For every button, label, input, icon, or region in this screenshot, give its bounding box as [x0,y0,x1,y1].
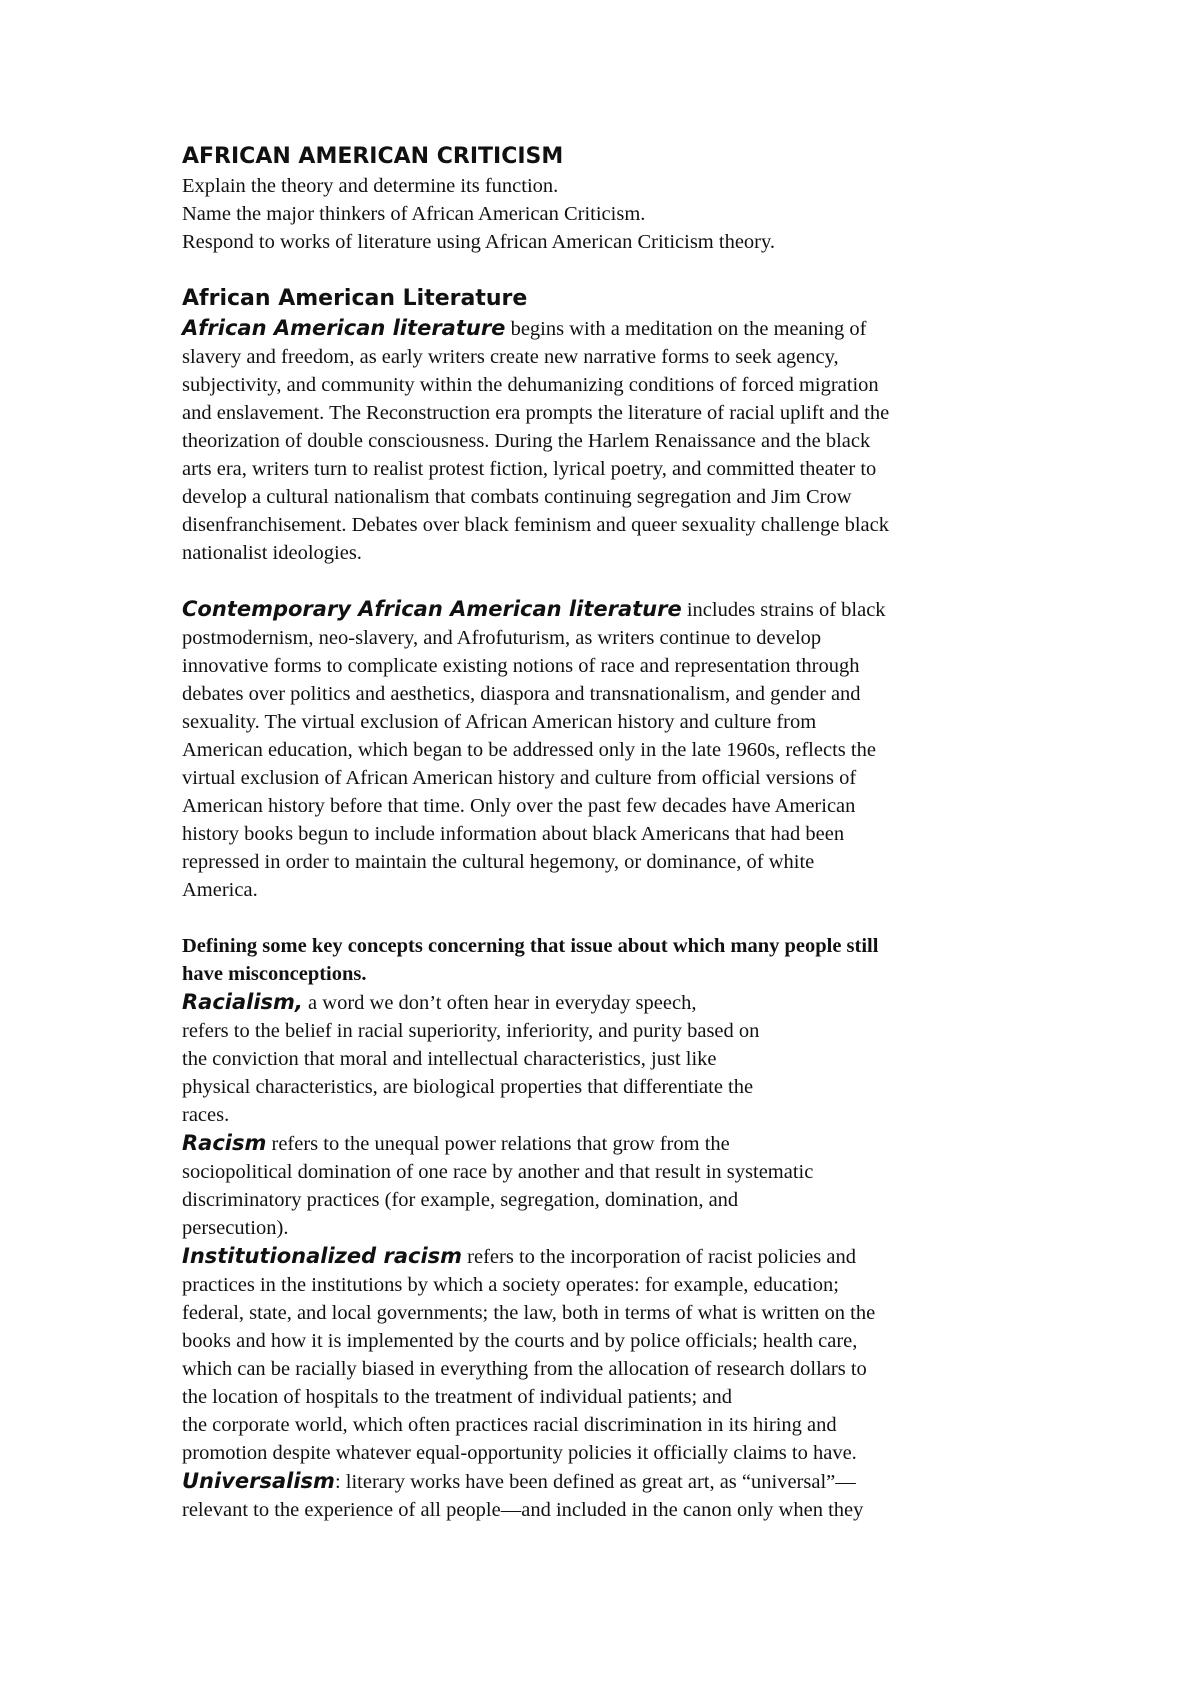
defined-term: Institutionalized racism [182,1244,463,1268]
defined-term: Contemporary African American literature [182,597,682,621]
defined-term: Universalism [182,1469,335,1493]
definition-line: the location of hospitals to the treatment of individual patients; and [182,1386,732,1408]
paragraph-line: subjectivity, and community within the dehumanizing conditions of forced migration [182,374,879,396]
paragraph-line [182,595,1042,624]
definition-line: books and how it is implemented by the courts and by police officials; health care, [182,1330,858,1352]
definition-text: : literary works have been defined as great art, as “universal”— [334,1471,856,1493]
defined-term: African American literature [182,316,506,340]
paragraph-line: develop a cultural nationalism that combats continuing segregation and Jim Crow [182,486,852,508]
definition-line: the corporate world, which often practices racial discrimination in its hiring and [182,1414,837,1436]
objective-line: Respond to works of literature using African American Criticism theory. [182,231,776,253]
paragraph-line: American history before that time. Only over the past few decades have American [182,795,856,817]
definition-line [182,988,1042,1017]
definition-line: practices in the institutions by which a society operates: for example, education; [182,1274,839,1296]
paragraph-line: sexuality. The virtual exclusion of African American history and culture from [182,711,817,733]
paragraph-line: theorization of double consciousness. During the Harlem Renaissance and the black [182,430,871,452]
definition-line: which can be racially biased in everything from the allocation of research dollars to [182,1358,867,1380]
paragraph-line: postmodernism, neo-slavery, and Afrofuturism, as writers continue to develop [182,627,822,649]
paragraph-line [182,314,1042,343]
definition-line: refers to the belief in racial superiority, inferiority, and purity based on [182,1020,760,1042]
definition-line [182,1467,1042,1496]
document-title: AFRICAN AMERICAN CRITICISM [182,144,564,169]
definition-racialism [182,988,1042,1129]
key-concepts-intro [182,932,1042,988]
definition-line: physical characteristics, are biological properties that differentiate the [182,1076,754,1098]
document-content [182,142,1042,1524]
definition-text: a word we don’t often hear in everyday speech, [302,992,697,1014]
definition-line: the conviction that moral and intellectual characteristics, just like [182,1048,717,1070]
definition-institutionalized-racism [182,1242,1042,1467]
paragraph-line: America. [182,879,258,901]
paragraph-line: history books begun to include information about black Americans that had been [182,823,845,845]
definition-line: discriminatory practices (for example, segregation, domination, and [182,1189,739,1211]
intro-line: have misconceptions. [182,963,367,985]
paragraph-text: includes strains of black [681,599,886,621]
definition-line: races. [182,1104,230,1126]
paragraph-line: and enslavement. The Reconstruction era prompts the literature of racial uplift and the [182,402,890,424]
paragraph-line: American education, which began to be addressed only in the late 1960s, reflects the [182,739,876,761]
definition-line: relevant to the experience of all people—and included in the canon only when they [182,1499,864,1521]
paragraph-line: repressed in order to maintain the cultural hegemony, or dominance, of white [182,851,815,873]
definition-universalism [182,1467,1042,1524]
objective-line: Name the major thinkers of African American Criticism. [182,203,646,225]
paragraph-african-american-literature [182,314,1042,567]
paragraph-text: begins with a meditation on the meaning of [505,318,867,340]
paragraph-line: disenfranchisement. Debates over black feminism and queer sexuality challenge black [182,514,889,536]
definition-line: persecution). [182,1217,289,1239]
paragraph-line: arts era, writers turn to realist protest fiction, lyrical poetry, and committed theater to [182,458,877,480]
definition-text: refers to the incorporation of racist policies and [462,1246,856,1268]
paragraph-line: innovative forms to complicate existing notions of race and representation through [182,655,860,677]
section-heading: African American Literature [182,286,528,311]
definition-line: promotion despite whatever equal-opportunity policies it officially claims to have. [182,1442,857,1464]
paragraph-line: virtual exclusion of African American history and culture from official versions of [182,767,857,789]
definition-racism [182,1129,1042,1242]
definition-text: refers to the unequal power relations that grow from the [266,1133,730,1155]
paragraph-contemporary-literature [182,595,1042,904]
definition-line: sociopolitical domination of one race by another and that result in systematic [182,1161,814,1183]
paragraph-line: nationalist ideologies. [182,542,362,564]
paragraph-line: debates over politics and aesthetics, diaspora and transnationalism, and gender and [182,683,861,705]
spacer [182,904,1042,932]
spacer [182,256,1042,284]
definition-line [182,1129,1042,1158]
defined-term: Racialism, [182,990,303,1014]
definition-line [182,1242,1042,1271]
intro-line: Defining some key concepts concerning that issue about which many people still [182,935,879,957]
spacer [182,567,1042,595]
definition-line: federal, state, and local governments; the law, both in terms of what is written on the [182,1302,876,1324]
defined-term: Racism [182,1131,267,1155]
objective-line: Explain the theory and determine its function. [182,175,559,197]
paragraph-line: slavery and freedom, as early writers create new narrative forms to seek agency, [182,346,839,368]
